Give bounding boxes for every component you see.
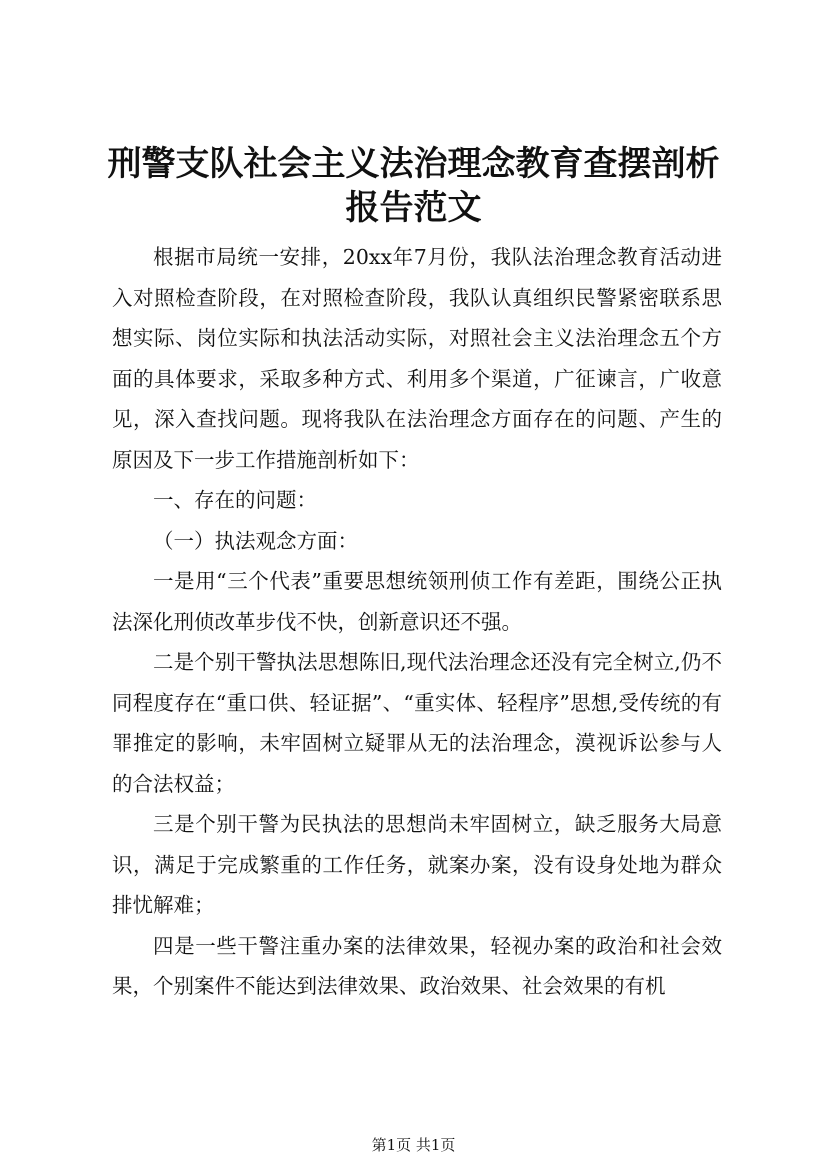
document-title: 刑警支队社会主义法治理念教育查摆剖析报告范文	[107, 144, 720, 228]
paragraph-intro: 根据市局统一安排，20xx年7月份，我队法治理念教育活动进入对照检查阶段，在对照检查阶段，我队认真组织民警紧密联系思想实际、岗位实际和执法活动实际，对照社会主义法治理念五个方面的具体要求，采取多种方式、利用多个渠道，广征谏言，广收意见，深入查找问题。现将我队在法治理念方面存在的问题、产生的原因及下一步工作措施剖析如下：	[112, 245, 722, 472]
paragraph-point-2: 二是个别干警执法思想陈旧,现代法治理念还没有完全树立,仍不同程度存在“重口供、轻证据”、“重实体、轻程序”思想,受传统的有罪推定的影响，未牢固树立疑罪从无的法治理念，漠视诉讼参与人的合法权益；	[112, 650, 722, 796]
document-body	[112, 237, 722, 1007]
paragraph-point-3: 三是个别干警为民执法的思想尚未牢固树立，缺乏服务大局意识，满足于完成繁重的工作任务，就案办案，没有设身处地为群众排忧解难；	[112, 812, 722, 917]
section-heading-problems: 一、存在的问题：	[153, 488, 317, 512]
paragraph-point-4: 四是一些干警注重办案的法律效果，轻视办案的政治和社会效果，个别案件不能达到法律效果、政治效果、社会效果的有机	[112, 933, 722, 998]
page-number-footer: 第1页 共1页	[371, 1136, 456, 1154]
subsection-heading-concepts: （一）执法观念方面：	[153, 528, 358, 553]
paragraph-point-1: 一是用“三个代表”重要思想统领刑侦工作有差距，围绕公正执法深化刑侦改革步伐不快，创新意识还不强。	[112, 569, 722, 634]
